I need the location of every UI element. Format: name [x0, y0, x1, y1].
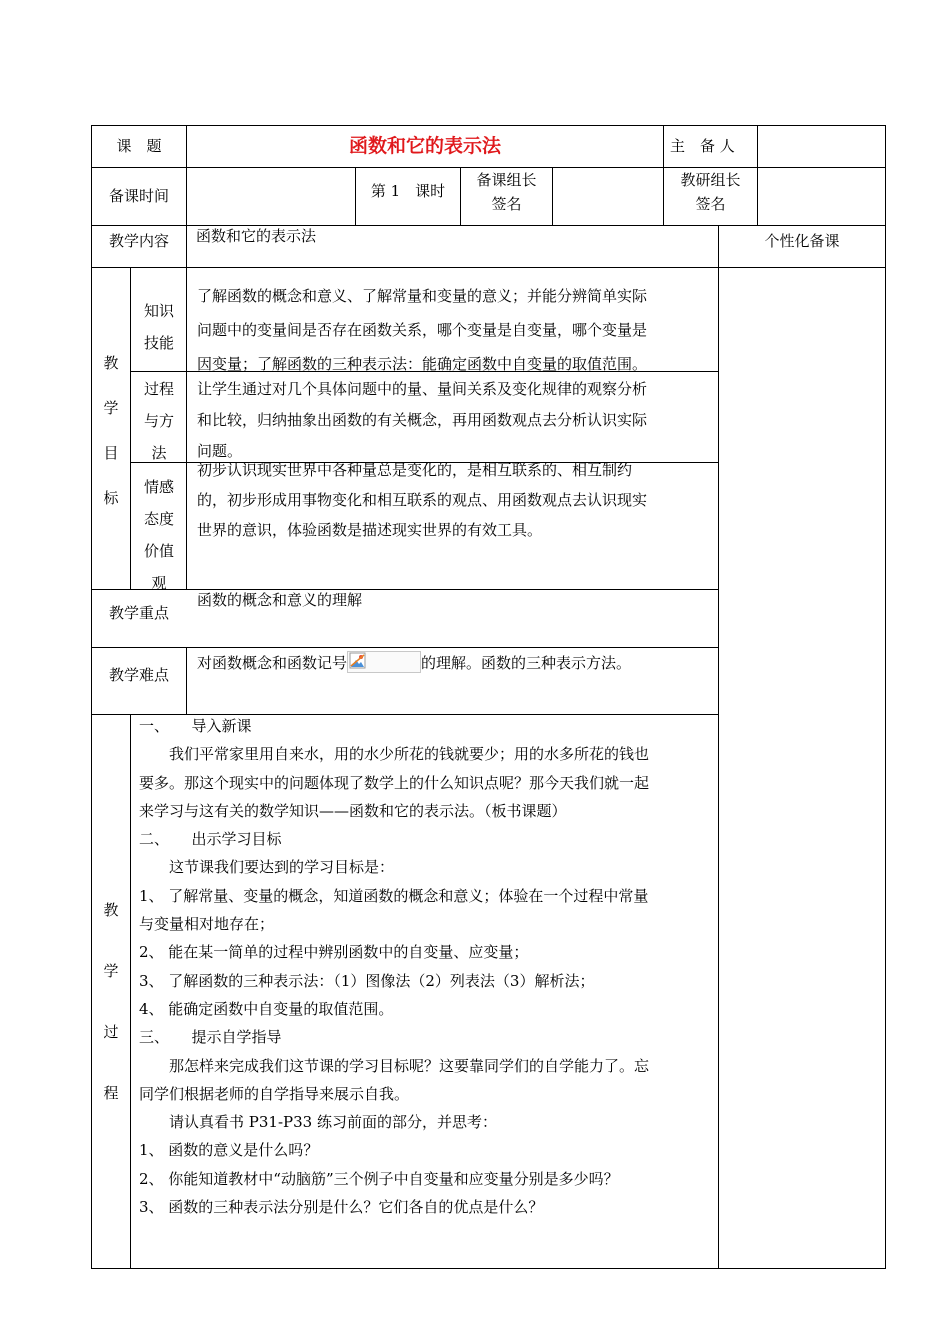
- process-line: 3、 了解函数的三种表示法：（1）图像法（2）列表法（3）解析法；: [139, 971, 595, 990]
- label-line: 过程: [143, 380, 174, 398]
- objectives-char: 标: [103, 489, 119, 507]
- process-char: 教: [103, 901, 119, 919]
- text-line: 的，初步形成用事物变化和相互联系的观点、用函数观点去认识现实: [197, 491, 648, 509]
- process-line: 要多。那这个现实中的问题体现了数学上的什么知识点呢？那今天我们就一起: [139, 773, 650, 792]
- text-line: 了解函数的概念和意义、了解常量和变量的意义；并能分辨简单实际: [197, 287, 648, 305]
- content-value: 函数和它的表示法: [196, 227, 317, 245]
- label-line: 知识: [143, 302, 174, 320]
- text-line: 因变量；了解函数的三种表示法：能确定函数中自变量的取值范围。: [197, 355, 648, 373]
- difficulty-text-before: 对函数概念和函数记号: [197, 654, 348, 672]
- text-line: 问题中的变量间是否存在函数关系，哪个变量是自变量，哪个变量是: [197, 321, 648, 339]
- objectives-label: [93, 341, 129, 521]
- group-leader-label: [461, 168, 552, 216]
- rule: [130, 267, 131, 590]
- rule: [718, 225, 719, 1269]
- objectives-char: 学: [103, 399, 119, 417]
- label-line: 观: [151, 574, 167, 592]
- process-line: 2、 你能知道教材中“动脑筋”三个例子中自变量和应变量分别是多少吗？: [139, 1169, 619, 1188]
- key-point-value: 函数的概念和意义的理解: [197, 591, 363, 609]
- process-char: 过: [103, 1023, 119, 1041]
- label-line: 态度: [143, 510, 174, 528]
- rule: [186, 647, 187, 715]
- process-line: 一、 导入新课: [139, 717, 252, 735]
- process-line: 同学们根据老师的自学指导来展示自我。: [139, 1084, 410, 1103]
- rule: [91, 1268, 886, 1269]
- knowledge-skill-text: [197, 279, 717, 381]
- label-line: 与方: [143, 412, 174, 430]
- process-line: 与变量相对地存在；: [139, 915, 275, 934]
- difficulty-value: [197, 651, 631, 674]
- personal-prep-label: 个性化备课: [764, 232, 840, 250]
- process-method-label: [139, 373, 179, 469]
- label-line: 情感: [143, 478, 174, 496]
- lesson-number: 第 1 课时: [370, 182, 446, 200]
- key-point-label: 教学重点: [108, 604, 169, 622]
- rule: [186, 125, 187, 590]
- process-line: 2、 能在某一简单的过程中辨别函数中的自变量、应变量；: [139, 943, 529, 962]
- difficulty-text-after: 的理解。函数的三种表示方法。: [421, 654, 632, 672]
- process-method-text: [197, 374, 717, 467]
- rule: [552, 167, 553, 226]
- text-line: 和比较，归纳抽象出函数的有关概念，再用函数观点去分析认识实际: [197, 411, 648, 429]
- function-notation-image: [347, 651, 421, 673]
- label-line: 技能: [143, 334, 174, 352]
- attitude-values-text: [197, 455, 717, 545]
- knowledge-skill-label: [139, 295, 179, 359]
- process-line: 1、 了解常量、变量的概念，知道函数的概念和意义；体验在一个过程中常量: [139, 886, 649, 905]
- process-line: 来学习与这有关的数学知识——函数和它的表示法。（板书课题）: [139, 801, 567, 820]
- process-line: 1、 函数的意义是什么吗？: [139, 1141, 319, 1160]
- research-leader-line1: 教研组长: [680, 171, 741, 189]
- lesson-title: 函数和它的表示法: [348, 135, 501, 157]
- process-char: 学: [103, 962, 119, 980]
- preparer-label: 主 备 人: [670, 137, 735, 155]
- label-line: 法: [151, 444, 167, 462]
- broken-image-icon: [349, 652, 367, 670]
- prep-time-label: 备课时间: [108, 187, 169, 205]
- text-line: 问题。: [197, 442, 243, 460]
- teaching-process-body: [139, 712, 717, 1221]
- group-leader-line2: 签名: [491, 195, 522, 213]
- process-line: 3、 函数的三种表示法分别是什么？它们各自的优点是什么？: [139, 1198, 544, 1217]
- objectives-char: 目: [103, 444, 119, 462]
- topic-label: 课 题: [116, 137, 162, 155]
- process-line: 我们平常家里用自来水，用的水少所花的钱就要少；用的水多所花的钱也: [169, 745, 650, 764]
- label-line: 价值: [143, 542, 174, 560]
- text-line: 世界的意识，体验函数是描述现实世界的有效工具。: [197, 521, 543, 539]
- text-line: 让学生通过对几个具体问题中的量、量间关系及变化规律的观察分析: [197, 380, 648, 398]
- process-label: [93, 880, 129, 1124]
- research-leader-label: [664, 168, 757, 216]
- process-line: 这节课我们要达到的学习目标是：: [169, 858, 395, 877]
- text-line: 初步认识现实世界中各种量总是变化的，是相互联系的、相互制约: [197, 461, 633, 479]
- process-line: 请认真看书 P31-P33 练习前面的部分，并思考：: [169, 1113, 497, 1132]
- process-line: 三、 提示自学指导: [139, 1028, 282, 1047]
- process-line: 二、 出示学习目标: [139, 830, 282, 849]
- content-label: 教学内容: [108, 232, 169, 250]
- group-leader-line1: 备课组长: [476, 171, 537, 189]
- process-line: 4、 能确定函数中自变量的取值范围。: [139, 999, 394, 1018]
- rule: [885, 125, 886, 1269]
- rule: [757, 125, 758, 226]
- rule: [91, 125, 92, 1269]
- research-leader-line2: 签名: [695, 195, 726, 213]
- process-char: 程: [103, 1084, 119, 1102]
- difficulty-label: 教学难点: [108, 666, 169, 684]
- attitude-values-label: [139, 471, 179, 599]
- rule: [91, 267, 886, 268]
- process-line: 那怎样来完成我们这节课的学习目标呢？这要靠同学们的自学能力了。忘: [169, 1056, 650, 1075]
- rule: [91, 125, 886, 126]
- objectives-char: 教: [103, 354, 119, 372]
- rule: [130, 714, 131, 1269]
